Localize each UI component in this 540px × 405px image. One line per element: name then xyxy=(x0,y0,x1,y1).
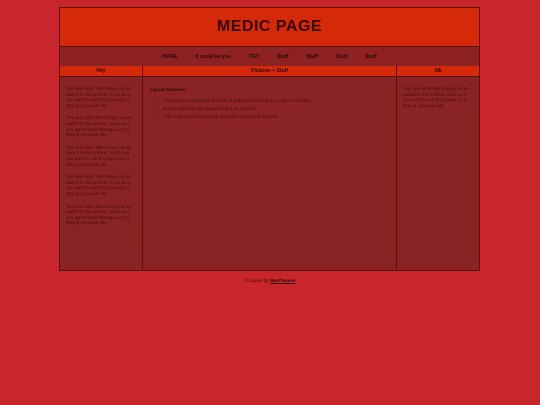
left-paragraph: Text and other little things can be added to this section. Such as if you want to use this layout for a blog or personal site. xyxy=(66,115,132,138)
footer xyxy=(0,278,540,283)
feature-item: • Body height that will expand to fit your content. xyxy=(163,105,390,113)
header xyxy=(60,8,479,47)
left-column xyxy=(60,66,143,270)
right-paragraph: Text and other little things can be added to this section. Such as if you want to use this layout for a blog or personal site. xyxy=(403,86,469,108)
footer-link[interactable]: NeoThemes xyxy=(269,278,296,283)
nav-bar xyxy=(60,47,479,67)
right-column-heading: Idk xyxy=(397,66,479,77)
features-title: Layout Features: xyxy=(150,87,187,92)
middle-column-heading: Pictures + Stuff xyxy=(143,66,396,77)
nav-stuff-1[interactable]: Stuff xyxy=(277,53,289,60)
feature-item: • Fully responsive for viewing on mobile devices of any size. xyxy=(163,113,390,121)
left-column-heading: Hey xyxy=(60,66,142,77)
nav-stuff-4[interactable]: Stuff xyxy=(365,53,377,60)
features-list xyxy=(149,97,390,121)
left-paragraph: Text and other little things can be added to this section. Such as if you want to use this layout for a blog or personal site. xyxy=(66,86,132,108)
nav-tf2[interactable]: TF2! xyxy=(248,53,260,60)
page-container xyxy=(59,7,480,271)
left-paragraph: Text and other little things can be added to this section. Such as if you want to use this layout for a blog or personal site. xyxy=(66,174,132,196)
footer-credit: © Layout by xyxy=(244,278,269,283)
left-paragraph: Text and other little things can be added to this section. Such as if you want to use this layout for a blog or personal site. xyxy=(66,144,132,167)
left-paragraph: Text and other little things can be added to this section. Such as if you want to use this layout for a blog or personal site. xyxy=(66,203,132,226)
nav-it-could-be-you[interactable]: It could be you xyxy=(195,53,231,60)
right-column xyxy=(397,66,479,270)
middle-column xyxy=(143,66,397,270)
nav-home[interactable]: HOME xyxy=(162,53,178,60)
nav-stuff-3[interactable]: Stuff xyxy=(335,53,348,60)
columns xyxy=(60,66,479,270)
nav-stuff-2[interactable]: Stuff xyxy=(306,53,318,60)
feature-item: • A responsive navigation bar with dropdowns on hover (on click for mobile). xyxy=(163,97,390,105)
page-title: MEDIC PAGE xyxy=(216,18,323,35)
